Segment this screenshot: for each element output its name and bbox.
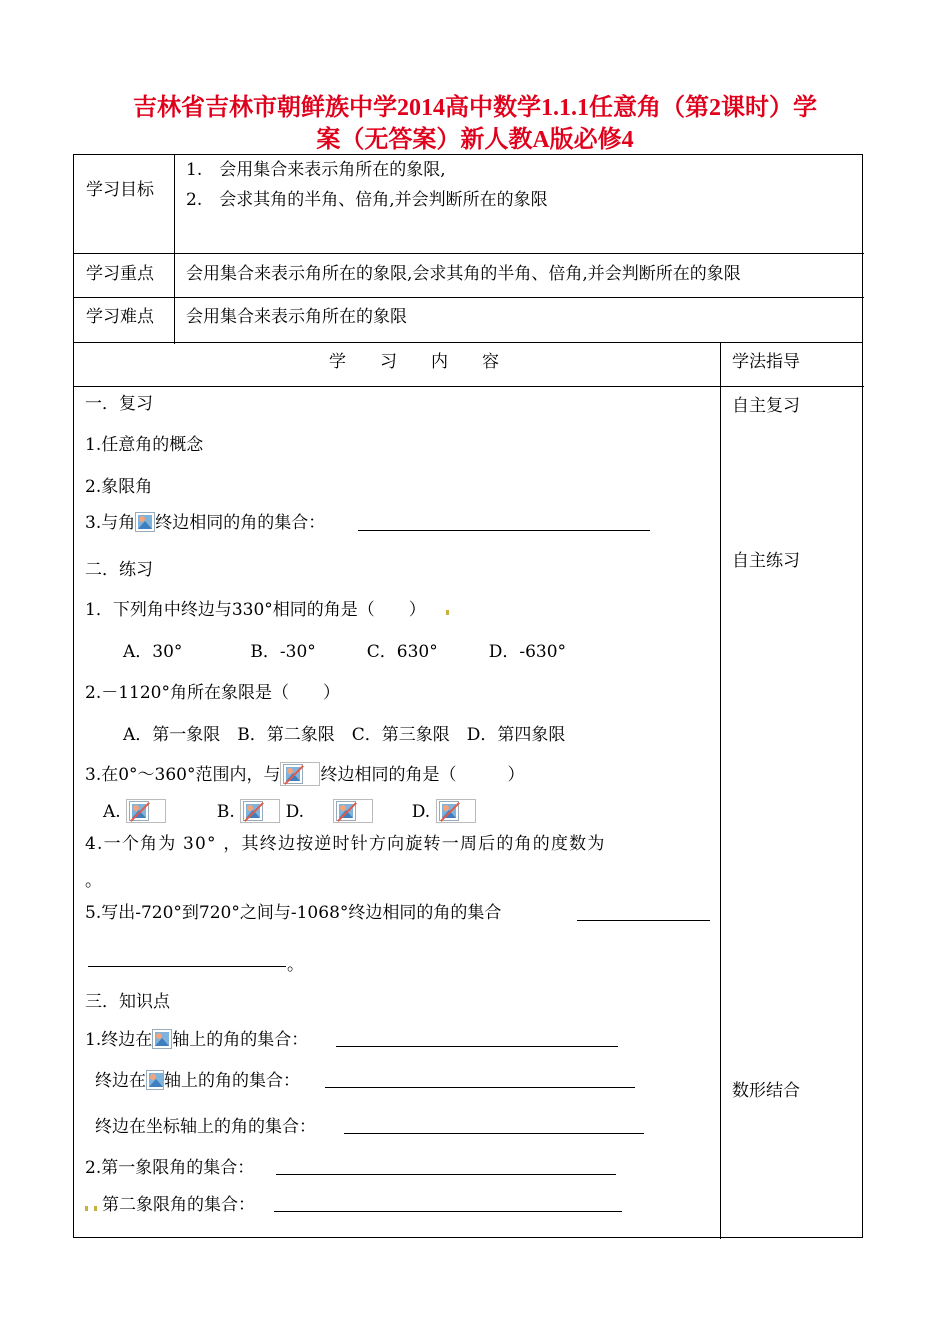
difficulties-text: 会用集合来表示角所在的象限 [186,307,407,327]
image-placeholder [280,762,320,786]
section-review: 一．复习 [85,394,153,414]
section-practice: 二．练习 [85,560,153,580]
column-header-guide: 学法指导 [732,352,800,372]
marker-dot [446,610,449,615]
guide-self-practice: 自主练习 [732,551,800,571]
keypoints-text: 会用集合来表示角所在的象限,会求其角的半角、倍角,并会判断所在的象限 [186,264,741,284]
objective-item-1: 1. 会用集合来表示角所在的象限, [186,160,446,180]
option-b-image [240,799,280,823]
content-table [73,342,863,1238]
review-item-1: 1.任意角的概念 [85,435,204,455]
question-2: 2.－1120°角所在象限是（ ） [85,683,340,703]
answer-blank[interactable] [274,1197,622,1212]
knowledge-item-2: 终边在 轴上的角的集合： [95,1071,300,1091]
question-2-options: A．第一象限 B．第二象限 C．第三象限 D．第四象限 [123,725,566,745]
question-1: 1．下列角中终边与330°相同的角是（ ） [85,600,426,620]
question-5-end: 。 [287,955,304,975]
review-item-3: 3.与角 终边相同的角的集合： [85,513,326,533]
marker-dot [85,1206,88,1211]
option-c-image [333,799,373,823]
column-header-content: 学 习 内 容 [329,352,499,372]
row-label-objectives: 学习目标 [86,180,154,200]
knowledge-item-4: 2.第一象限角的集合： [85,1158,255,1178]
objective-item-2: 2. 会求其角的半角、倍角,并会判断所在的象限 [186,190,548,210]
marker-dot [94,1206,97,1211]
answer-blank[interactable] [577,906,710,921]
knowledge-item-5: 第二象限角的集合： [102,1195,255,1215]
document-title [70,92,880,156]
answer-blank[interactable] [344,1119,644,1134]
row-label-keypoints: 学习重点 [86,264,154,284]
question-1-options: A．30° B．-30° C．630° D．-630° [123,642,567,662]
option-d-image [436,799,476,823]
answer-blank[interactable] [325,1073,635,1088]
review-item-2: 2.象限角 [85,477,153,497]
answer-blank[interactable] [358,516,650,531]
objectives-table [73,154,863,343]
question-4-end: 。 [85,871,102,891]
question-4: 4.一个角为 30° ，其终边按逆时针方向旋转一周后的角的度数为 [85,834,606,854]
axis-image-icon [152,1029,172,1049]
question-3-options: A. B. D. D. [103,799,476,823]
answer-blank[interactable] [336,1032,618,1047]
axis-image-icon [146,1070,164,1090]
guide-self-review: 自主复习 [732,396,800,416]
title-line-1: 吉林省吉林市朝鲜族中学2014高中数学1.1.1任意角（第2课时）学 [133,95,817,121]
question-3: 3.在0°～360°范围内，与 终边相同的角是（ ） [85,762,524,786]
option-a-image [126,799,166,823]
knowledge-item-1: 1.终边在 轴上的角的集合： [85,1030,309,1050]
question-5: 5.写出-720°到720°之间与-1068°终边相同的角的集合 [85,903,502,923]
row-label-difficulties: 学习难点 [86,307,154,327]
answer-blank[interactable] [88,952,286,967]
knowledge-item-3: 终边在坐标轴上的角的集合： [95,1117,316,1137]
guide-number-shape: 数形结合 [732,1081,800,1101]
section-knowledge: 三．知识点 [85,992,170,1012]
answer-blank[interactable] [276,1160,616,1175]
title-line-2: 案（无答案）新人教A版必修4 [316,127,634,153]
broken-image-icon [135,512,155,532]
